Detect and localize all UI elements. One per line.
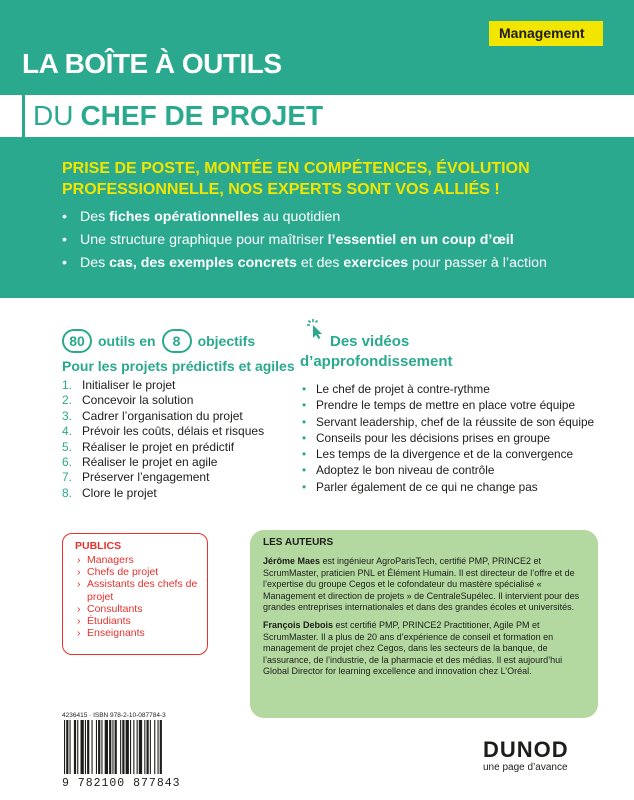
barcode-bar	[87, 720, 89, 774]
list-item: • Parler également de ce qui ne change pas	[302, 479, 594, 495]
publics-list	[75, 554, 207, 639]
barcode-bar	[70, 720, 71, 774]
feature-bullets	[62, 207, 547, 276]
objectives-list	[62, 378, 264, 501]
barcode-image	[62, 720, 212, 774]
videos-list	[302, 381, 594, 495]
barcode-bar	[115, 720, 117, 774]
barcode-bar	[158, 720, 159, 774]
barcode-bar	[139, 720, 142, 774]
list-item: • Le chef de projet à contre-rythme	[302, 381, 594, 397]
feature-bullet: • Une structure graphique pour maîtriser l’essentiel en un coup d’œil	[62, 230, 547, 251]
barcode-bar	[96, 720, 97, 774]
barcode-bar	[98, 720, 100, 774]
feature-bullet: • Des cas, des exemples concrets et des exercices pour passer à l’action	[62, 253, 547, 274]
list-item: • Les temps de la divergence et de la convergence	[302, 446, 594, 462]
barcode-bar	[160, 720, 162, 774]
barcode-bar	[92, 720, 93, 774]
barcode-bar	[133, 720, 134, 774]
videos-heading-line1: Des vidéos	[330, 333, 410, 350]
publics-title: PUBLICS	[75, 540, 122, 552]
objectives-count-circle: 8	[162, 329, 192, 353]
barcode-digits: 9 782100 877843	[62, 777, 181, 790]
list-item: › Chefs de projet	[75, 566, 207, 578]
list-item: 3. Cadrer l’organisation du projet	[62, 408, 243, 423]
tagline: PRISE DE POSTE, MONTÉE EN COMPÉTENCES, ÉVOLUTION PROFESSIONNELLE, NOS EXPERTS SONT VOS ALLIÉS !	[62, 160, 530, 198]
list-item: 7. Préserver l’engagement	[62, 470, 210, 485]
barcode-bar	[154, 720, 155, 774]
list-item: › Managers	[75, 554, 207, 566]
barcode-bar	[64, 720, 65, 774]
publisher-logo	[483, 738, 603, 774]
barcode-bar	[105, 720, 108, 774]
tools-count-heading	[62, 328, 261, 353]
barcode-bar	[101, 720, 102, 774]
barcode-bar	[74, 720, 76, 774]
list-item: 2. Concevoir la solution	[62, 393, 194, 408]
list-item: 1. Initialiser le projet	[62, 378, 176, 392]
book-title-line1: LA BOÎTE À OUTILS	[22, 48, 282, 79]
list-item: • Conseils pour les décisions prises en groupe	[302, 430, 594, 446]
title-main: CHEF DE PROJET	[80, 100, 324, 131]
list-item: › Assistants des chefs de projet	[75, 578, 207, 602]
list-item: 8. Clore le projet	[62, 485, 157, 500]
title-prefix: DU	[33, 100, 74, 131]
barcode-bar	[120, 720, 121, 774]
list-item: 4. Prévoir les coûts, délais et risques	[62, 424, 265, 439]
objectives-count-label: objectifs	[197, 333, 256, 350]
barcode-bar	[126, 720, 129, 774]
authors-title: LES AUTEURS	[263, 537, 334, 548]
list-item: › Enseignants	[75, 627, 207, 639]
list-item: 6. Réaliser le projet en agile	[62, 455, 218, 470]
tools-count-circle: 80	[62, 329, 92, 353]
list-item: › Consultants	[75, 603, 207, 615]
barcode-bar	[85, 720, 86, 774]
barcode-bar	[147, 720, 149, 774]
barcode-bar	[150, 720, 151, 774]
barcode-bar	[66, 720, 68, 774]
barcode-bar	[137, 720, 138, 774]
barcode-bar	[77, 720, 78, 774]
list-item: › Étudiants	[75, 615, 207, 627]
author-bio: François Debois est certifié PMP, PRINCE2 Practitioner, Agile PM et ScrumMaster. Il a plus de 20 ans d’expérience de conseil et formation en management de projet chez Cegos, dans les secteurs de la banque, de l’assurance, de l’industrie, de la pharmacie et des médias. Il est aujourd’hui Global Director for learning excellence and innovation chez L’Oréal.	[263, 619, 563, 677]
publisher-tagline: une page d’avance	[483, 762, 568, 773]
list-item: • Prendre le temps de mettre en place votre équipe	[302, 397, 594, 413]
barcode-bar	[112, 720, 113, 774]
book-title-line2	[33, 101, 323, 131]
feature-bullet: • Des fiches opérationnelles au quotidien	[62, 207, 547, 228]
isbn-line: 4236415 · ISBN 978-2-10-087784-3	[62, 712, 166, 719]
barcode-bar	[109, 720, 111, 774]
list-item: • Adoptez le bon niveau de contrôle	[302, 462, 594, 478]
category-badge: Management	[489, 21, 603, 46]
list-item: 5. Réaliser le projet en prédictif	[62, 439, 235, 454]
publics-box	[62, 533, 208, 655]
barcode-bar	[122, 720, 124, 774]
authors-box	[250, 530, 598, 718]
tools-count-label: outils en	[98, 333, 156, 350]
barcode-bar	[81, 720, 84, 774]
list-item: • Servant leadership, chef de la réussite de son équipe	[302, 414, 594, 430]
barcode-bar	[144, 720, 145, 774]
publisher-name: DUNOD	[483, 737, 569, 762]
videos-heading	[300, 332, 453, 372]
videos-heading-line2: d’approfondissement	[300, 353, 453, 370]
author-bio: Jérôme Maes est ingénieur AgroParisTech, certifié PMP, PRINCE2 et ScrumMaster, praticien PNL et Élément Humain. Il est directeur de l’offre et de l’expertise du groupe Cegos et le cofondateur du mastère spécialisé « Management et direction de projets » de CentraleSupélec. Il intervient pour des grandes entreprises internationales et dans des grandes écoles et universités.	[263, 556, 580, 613]
objectives-subtitle: Pour les projets prédictifs et agiles	[62, 358, 295, 374]
barcode-bar	[130, 720, 131, 774]
barcode-block	[62, 712, 212, 792]
